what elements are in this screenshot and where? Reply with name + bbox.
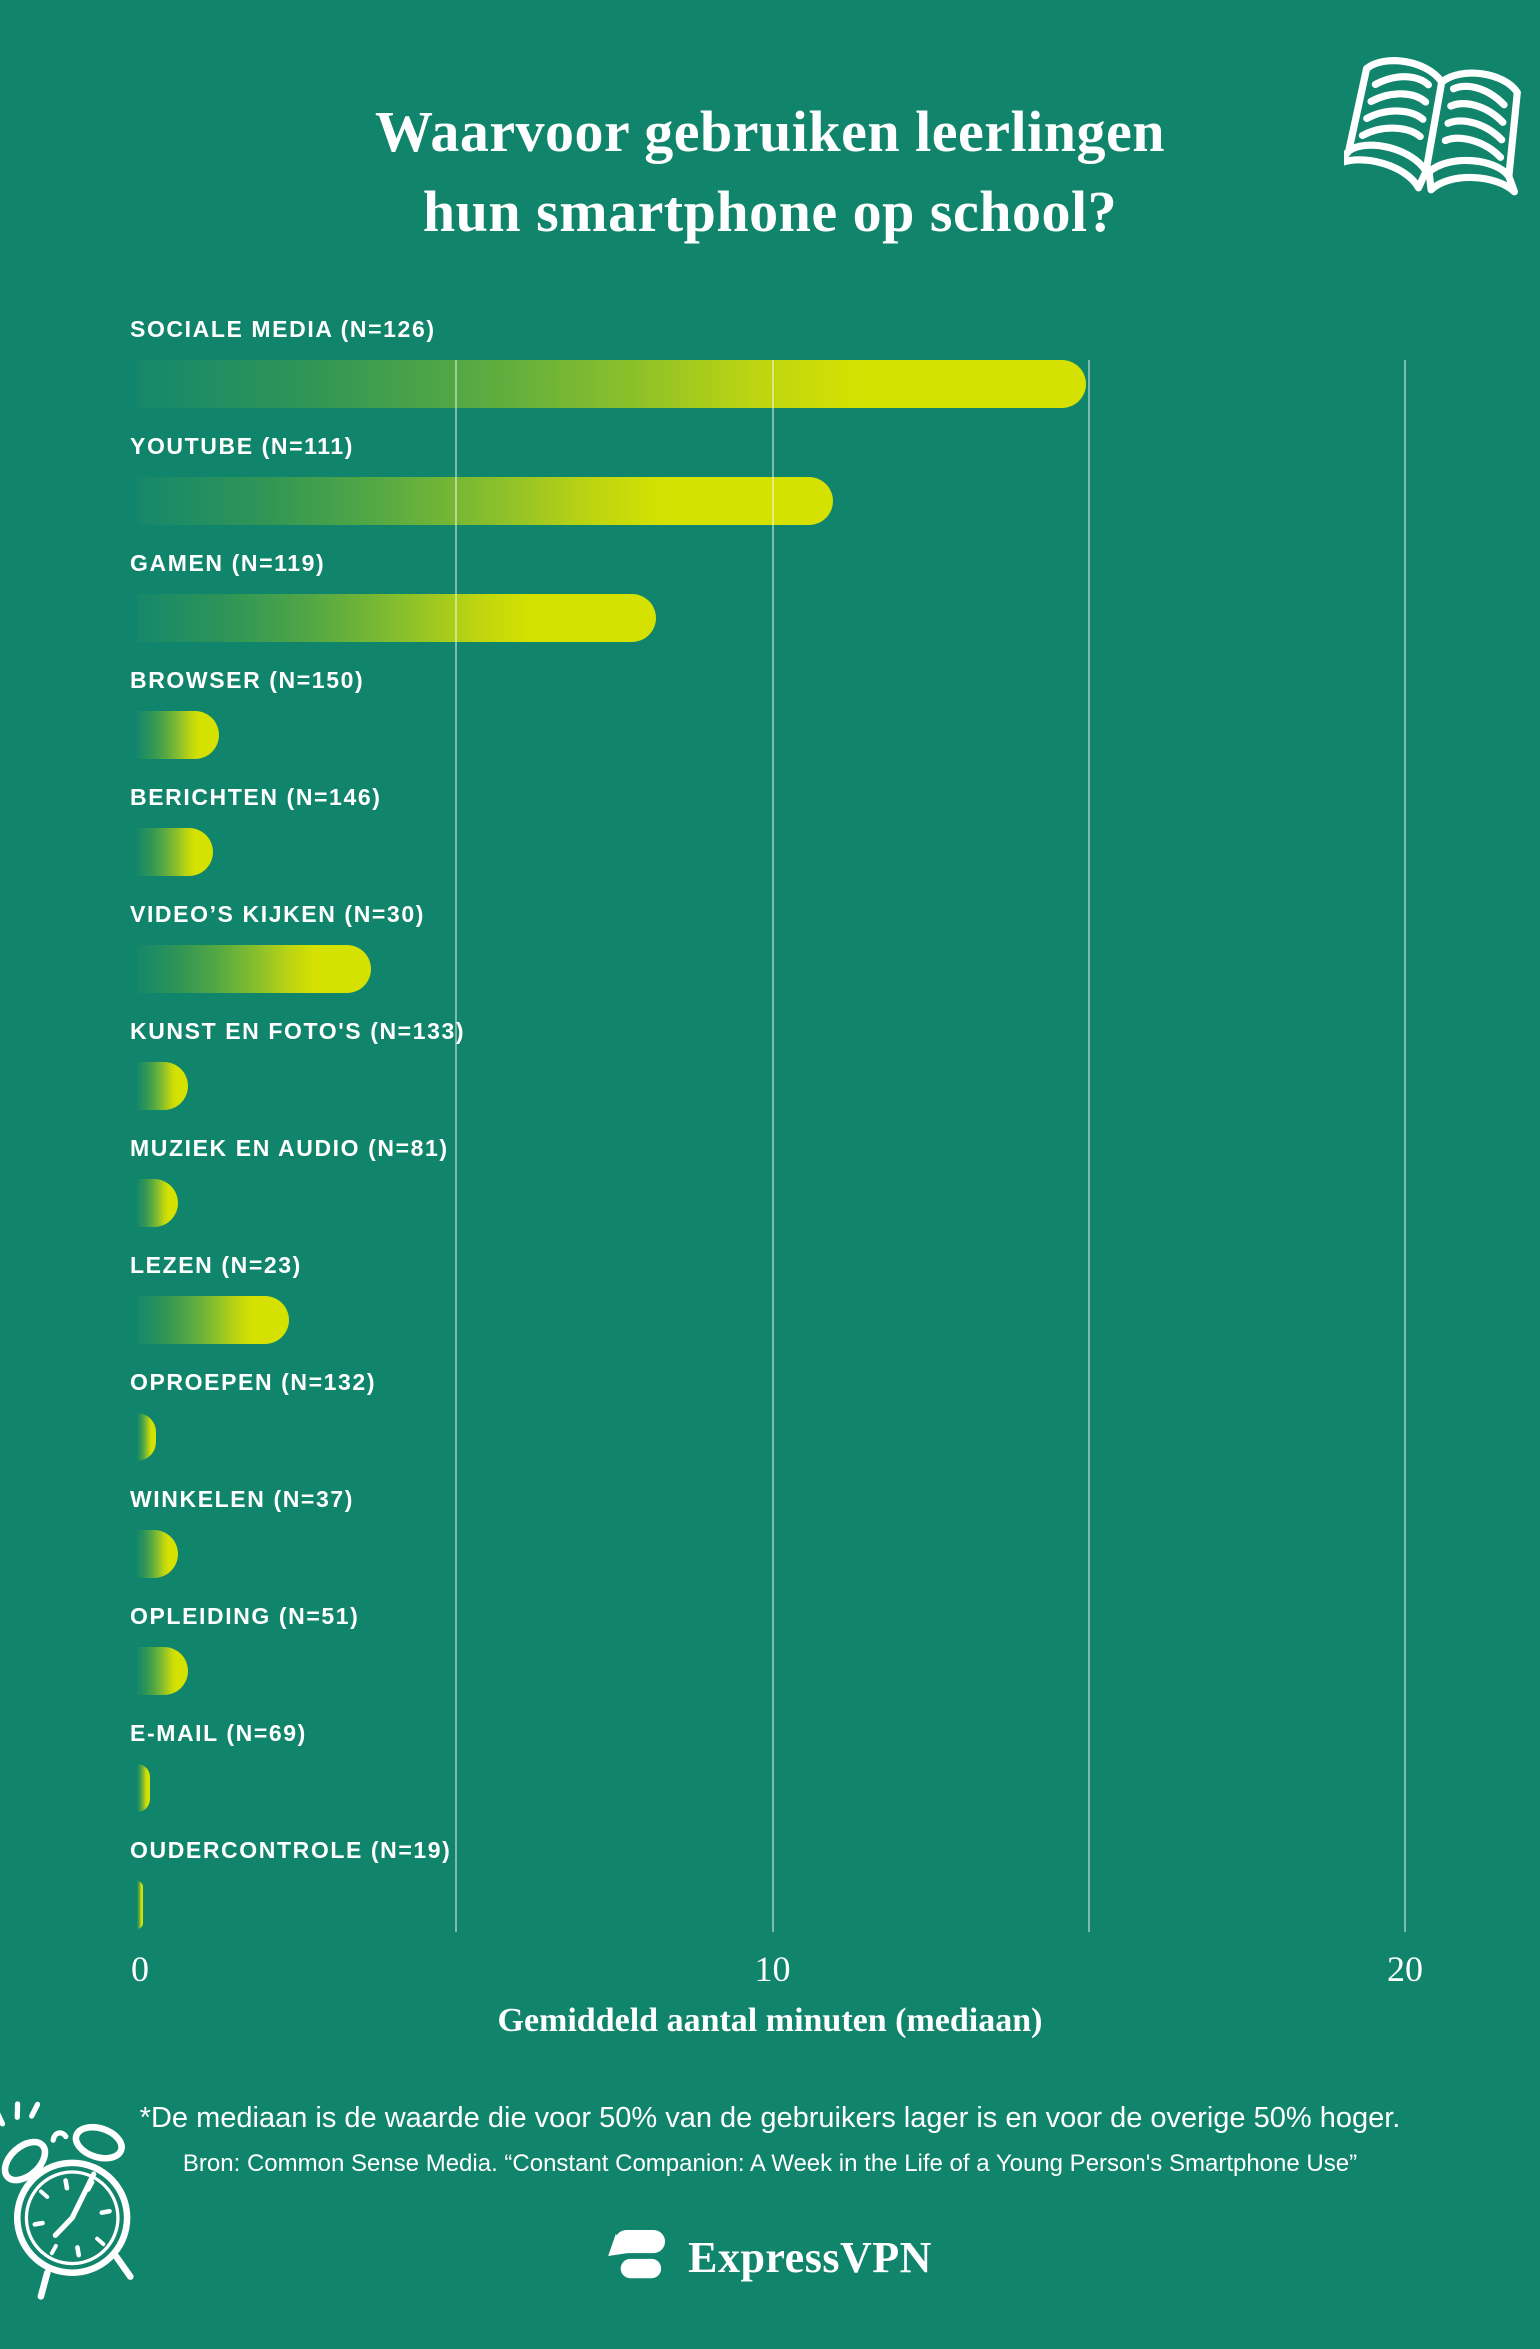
x-tick-label: 20 [1387,1949,1423,1989]
category-label: OPROEPEN (N=132) [130,1369,377,1395]
bar [137,1881,143,1929]
bar [137,711,219,759]
bar [137,1062,188,1110]
bar-row [0,783,1540,900]
median-footnote: *De mediaan is de waarde die voor 50% van de gebruikers lager is en voor de overige 50% hoger. [139,2102,1401,2134]
category-label: E-MAIL (N=69) [130,1720,307,1746]
gridline [455,360,457,1932]
category-label: BERICHTEN (N=146) [130,784,382,810]
bar [137,1413,156,1461]
gridline [772,360,774,1932]
gridline [1404,360,1406,1932]
bar-row [0,1485,1540,1602]
expressvpn-logo [0,2230,1540,2284]
bar [137,360,1086,408]
bar-row [0,666,1540,783]
alarm-clock-icon [0,2082,160,2322]
bar-row [0,1836,1540,1953]
category-label: OUDERCONTROLE (N=19) [130,1837,452,1863]
x-tick-label: 0 [131,1949,149,1989]
bar [137,1296,289,1344]
category-label: LEZEN (N=23) [130,1252,302,1278]
bar-row [0,432,1540,549]
bar [137,828,213,876]
category-label: GAMEN (N=119) [130,550,326,576]
bar [137,477,833,525]
bar [137,1530,178,1578]
x-tick-label: 10 [754,1949,791,1989]
page-title-line1: Waarvoor gebruiken leerlingen [375,99,1165,164]
category-label: YOUTUBE (N=111) [130,433,355,459]
expressvpn-wordmark: ExpressVPN [688,2232,932,2282]
gridline [1088,360,1090,1932]
bar [137,945,371,993]
bar-row [0,1134,1540,1251]
bar [137,594,656,642]
category-label: SOCIALE MEDIA (N=126) [130,316,436,342]
category-label: KUNST EN FOTO'S (N=133) [130,1018,466,1044]
bar-row [0,1017,1540,1134]
bar-row [0,549,1540,666]
bar-row [0,900,1540,1017]
category-label: VIDEO’S KIJKEN (N=30) [130,901,425,927]
category-label: BROWSER (N=150) [130,667,365,693]
bar-row [0,1368,1540,1485]
category-label: WINKELEN (N=37) [130,1486,354,1512]
bar [137,1647,188,1695]
page-title-line2: hun smartphone op school? [422,179,1118,244]
category-label: OPLEIDING (N=51) [130,1603,360,1629]
source-line: Bron: Common Sense Media. “Constant Companion: A Week in the Life of a Young Person's Smartphone Use” [182,2150,1358,2177]
bar-row [0,1719,1540,1836]
bar [137,1179,178,1227]
expressvpn-mark-icon [608,2230,670,2284]
bar [137,1764,150,1812]
bar-row [0,1602,1540,1719]
bar-row [0,315,1540,432]
category-label: MUZIEK EN AUDIO (N=81) [130,1135,449,1161]
bar-row [0,1251,1540,1368]
x-axis-title: Gemiddeld aantal minuten (mediaan) [497,2002,1043,2039]
